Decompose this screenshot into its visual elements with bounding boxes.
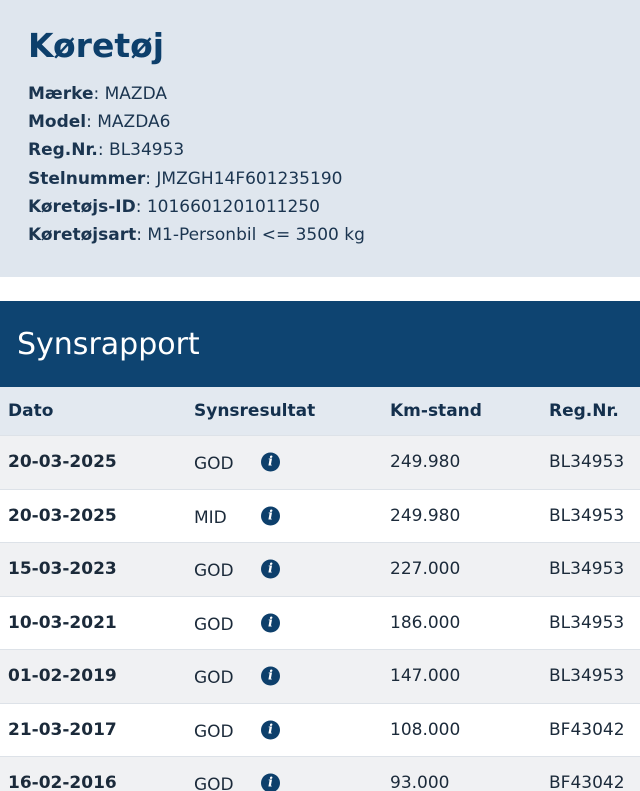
column-date[interactable]: Dato <box>8 401 54 421</box>
info-icon[interactable]: i <box>261 506 280 525</box>
row-result: GOD <box>194 614 234 635</box>
row-km: 227.000 <box>390 559 461 580</box>
row-date: 15-03-2023 <box>8 559 117 580</box>
row-reg: BL34953 <box>549 612 625 633</box>
info-model-value: : MAZDA6 <box>86 112 171 133</box>
row-date: 21-03-2017 <box>8 719 117 740</box>
vehicle-title: Køretøj <box>28 26 165 65</box>
table-body <box>0 435 640 791</box>
row-km: 186.000 <box>390 612 461 633</box>
report-title: Synsrapport <box>17 326 200 362</box>
table-row[interactable] <box>0 542 640 596</box>
table-header <box>0 387 640 435</box>
info-model <box>28 108 612 136</box>
vehicle-panel <box>0 0 640 277</box>
row-date: 20-03-2025 <box>8 505 117 526</box>
info-vehicle-id-label: Køretøjs-ID <box>28 196 136 217</box>
row-result: GOD <box>194 668 234 689</box>
row-result: MID <box>194 507 227 528</box>
table-row[interactable] <box>0 596 640 650</box>
info-vehicle-type-label: Køretøjsart <box>28 225 137 246</box>
row-km: 93.000 <box>390 773 450 791</box>
row-result: GOD <box>194 721 234 742</box>
row-reg: BL34953 <box>549 666 625 687</box>
row-date: 10-03-2021 <box>8 612 117 633</box>
row-reg: BF43042 <box>549 719 625 740</box>
info-make <box>28 80 612 108</box>
row-date: 01-02-2019 <box>8 666 117 687</box>
info-reg-label: Reg.Nr. <box>28 140 98 161</box>
info-icon[interactable]: i <box>261 720 280 739</box>
info-vin <box>28 165 612 193</box>
table-row[interactable] <box>0 649 640 703</box>
column-reg[interactable]: Reg.Nr. <box>549 401 619 421</box>
row-km: 249.980 <box>390 452 461 473</box>
row-reg: BF43042 <box>549 773 625 791</box>
info-icon[interactable]: i <box>261 667 280 686</box>
info-icon[interactable]: i <box>261 613 280 632</box>
row-result: GOD <box>194 775 234 791</box>
row-km: 147.000 <box>390 666 461 687</box>
column-result[interactable]: Synsresultat <box>194 401 316 421</box>
table-row[interactable] <box>0 703 640 757</box>
info-vehicle-type-value: : M1-Personbil <= 3500 kg <box>136 225 365 246</box>
row-result: GOD <box>194 561 234 582</box>
row-km: 108.000 <box>390 719 461 740</box>
info-vin-value: : JMZGH14F601235190 <box>145 168 343 189</box>
row-result: GOD <box>194 454 234 475</box>
row-reg: BL34953 <box>549 452 625 473</box>
info-vehicle-id-value: : 1016601201011250 <box>135 196 320 217</box>
row-reg: BL34953 <box>549 559 625 580</box>
info-reg-value: : BL34953 <box>97 140 185 161</box>
row-km: 249.980 <box>390 505 461 526</box>
info-make-label: Mærke <box>28 84 94 104</box>
info-vehicle-id <box>28 193 612 221</box>
report-header <box>0 301 640 387</box>
info-vehicle-type <box>28 221 612 249</box>
table-row[interactable] <box>0 489 640 543</box>
inspection-report <box>0 301 640 791</box>
vehicle-info-list <box>28 80 612 249</box>
row-date: 20-03-2025 <box>8 452 117 473</box>
info-icon[interactable]: i <box>261 560 280 579</box>
row-date: 16-02-2016 <box>8 773 117 791</box>
table-row[interactable] <box>0 435 640 489</box>
table-row[interactable] <box>0 756 640 791</box>
info-model-label: Model <box>28 112 87 133</box>
info-reg <box>28 136 612 164</box>
info-vin-label: Stelnummer <box>28 168 146 189</box>
row-reg: BL34953 <box>549 505 625 526</box>
info-make-value: : MAZDA <box>93 84 167 104</box>
info-icon[interactable]: i <box>261 774 280 791</box>
column-km[interactable]: Km-stand <box>390 401 482 421</box>
info-icon[interactable]: i <box>261 453 280 472</box>
